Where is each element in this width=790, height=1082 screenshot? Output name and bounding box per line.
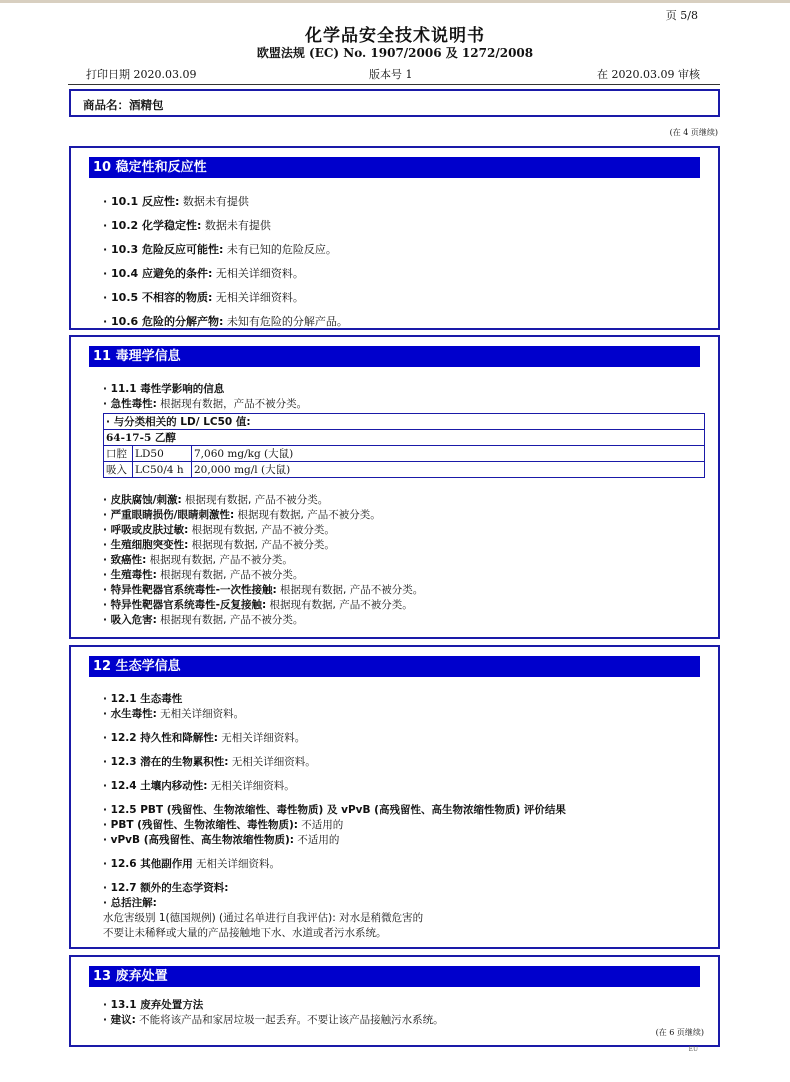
section-11-toxicology <box>69 335 720 639</box>
section-11-title: 11 毒理学信息 <box>89 346 700 367</box>
version-number: 版本号 1 <box>369 68 413 81</box>
pbt: · PBT (残留性、生物浓缩性、毒性物质): 不适用的 <box>103 819 344 831</box>
page-top-border <box>0 0 790 3</box>
stot-repeated: · 特异性靶器官系统毒性-反复接触: 根据现有数据, 产品不被分类。 <box>103 599 413 611</box>
item-10-6: · 10.6 危险的分解产物: 未知有危险的分解产品。 <box>103 315 348 328</box>
product-label: 商品名： <box>83 98 129 112</box>
item-10-4: · 10.4 应避免的条件: 无相关详细资料。 <box>103 267 304 280</box>
continued-from-note: (在 4 页继续) <box>669 128 718 137</box>
table-substance-row <box>104 430 705 446</box>
section-10-title: 10 稳定性和反应性 <box>89 157 700 178</box>
item-12-7: · 12.7 额外的生态学资料: <box>103 882 229 894</box>
print-date: 打印日期 2020.03.09 <box>86 68 197 81</box>
table-substance: 64-17-5 乙醇 <box>104 430 705 446</box>
review-date: 在 2020.03.09 审核 <box>597 68 700 81</box>
note-line-2: 不要让未稀释或大量的产品接触地下水、水道或者污水系统。 <box>103 927 387 939</box>
stot-single: · 特异性靶器官系统毒性-一次性接触: 根据现有数据, 产品不被分类。 <box>103 584 424 596</box>
general-notes: · 总括注解: <box>103 897 157 909</box>
item-10-3: · 10.3 危险反应可能性: 未有已知的危险反应。 <box>103 243 337 256</box>
continued-to-note: (在 6 页继续) <box>655 1028 704 1037</box>
item-11-1: · 11.1 毒性学影响的信息 <box>103 383 225 395</box>
item-12-2: · 12.2 持久性和降解性: 无相关详细资料。 <box>103 732 306 744</box>
item-13-1: · 13.1 废弃处置方法 <box>103 999 204 1011</box>
mutagenicity: · 生殖细胞突变性: 根据现有数据, 产品不被分类。 <box>103 539 335 551</box>
table-head-row <box>104 414 705 430</box>
aspiration-hazard: · 吸入危害: 根据现有数据, 产品不被分类。 <box>103 614 304 626</box>
sensitisation: · 呼吸或皮肤过敏: 根据现有数据, 产品不被分类。 <box>103 524 335 536</box>
disposal-advice: · 建议: 不能将该产品和家居垃圾一起丢弃。不要让该产品接触污水系统。 <box>103 1014 444 1026</box>
item-10-5: · 10.5 不相容的物质: 无相关详细资料。 <box>103 291 304 304</box>
product-name-box <box>69 89 720 117</box>
table-row: 口腔 LD50 7,060 mg/kg (大鼠) <box>104 446 705 462</box>
footer-code: EU <box>688 1046 698 1053</box>
item-10-1: · 10.1 反应性: 数据未有提供 <box>103 195 249 208</box>
eye-damage: · 严重眼睛损伤/眼睛刺激性: 根据现有数据, 产品不被分类。 <box>103 509 381 521</box>
item-12-5: · 12.5 PBT (残留性、生物浓缩性、毒性物质) 及 vPvB (高残留性、高生物浓缩性物质) 评价结果 <box>103 804 566 816</box>
page-number: 页 5/8 <box>665 9 698 22</box>
section-13-disposal <box>69 955 720 1047</box>
header-divider <box>68 84 720 85</box>
note-line-1: 水危害级别 1(德国规例) (通过名单进行自我评估): 对水是稍微危害的 <box>103 912 424 924</box>
item-10-2: · 10.2 化学稳定性: 数据未有提供 <box>103 219 271 232</box>
reproductive-toxicity: · 生殖毒性: 根据现有数据, 产品不被分类。 <box>103 569 304 581</box>
vpvb: · vPvB (高残留性、高生物浓缩性物质): 不适用的 <box>103 834 340 846</box>
skin-corrosion: · 皮肤腐蚀/刺激: 根据现有数据, 产品不被分类。 <box>103 494 329 506</box>
item-12-4: · 12.4 土壤内移动性: 无相关详细资料。 <box>103 780 295 792</box>
document-title: 化学品安全技术说明书 <box>305 26 485 46</box>
acute-toxicity: · 急性毒性: 根据现有数据，产品不被分类。 <box>103 398 308 410</box>
product-name: 酒精包 <box>129 98 164 112</box>
table-head: · 与分类相关的 LD/ LC50 值: <box>104 414 705 430</box>
ld-lc50-table <box>103 413 705 478</box>
item-12-1: · 12.1 生态毒性 <box>103 693 183 705</box>
section-13-title: 13 废弃处置 <box>89 966 700 987</box>
aquatic-toxicity: · 水生毒性: 无相关详细资料。 <box>103 708 245 720</box>
item-12-3: · 12.3 潜在的生物累积性: 无相关详细资料。 <box>103 756 316 768</box>
document-subtitle: 欧盟法规 (EC) No. 1907/2006 及 1272/2008 <box>256 46 534 60</box>
section-12-title: 12 生态学信息 <box>89 656 700 677</box>
carcinogenicity: · 致癌性: 根据现有数据, 产品不被分类。 <box>103 554 293 566</box>
table-row: 吸入 LC50/4 h 20,000 mg/l (大鼠) <box>104 462 705 478</box>
section-10-stability <box>69 146 720 330</box>
item-12-6: · 12.6 其他副作用 无相关详细资料。 <box>103 858 281 870</box>
section-12-ecology <box>69 645 720 949</box>
